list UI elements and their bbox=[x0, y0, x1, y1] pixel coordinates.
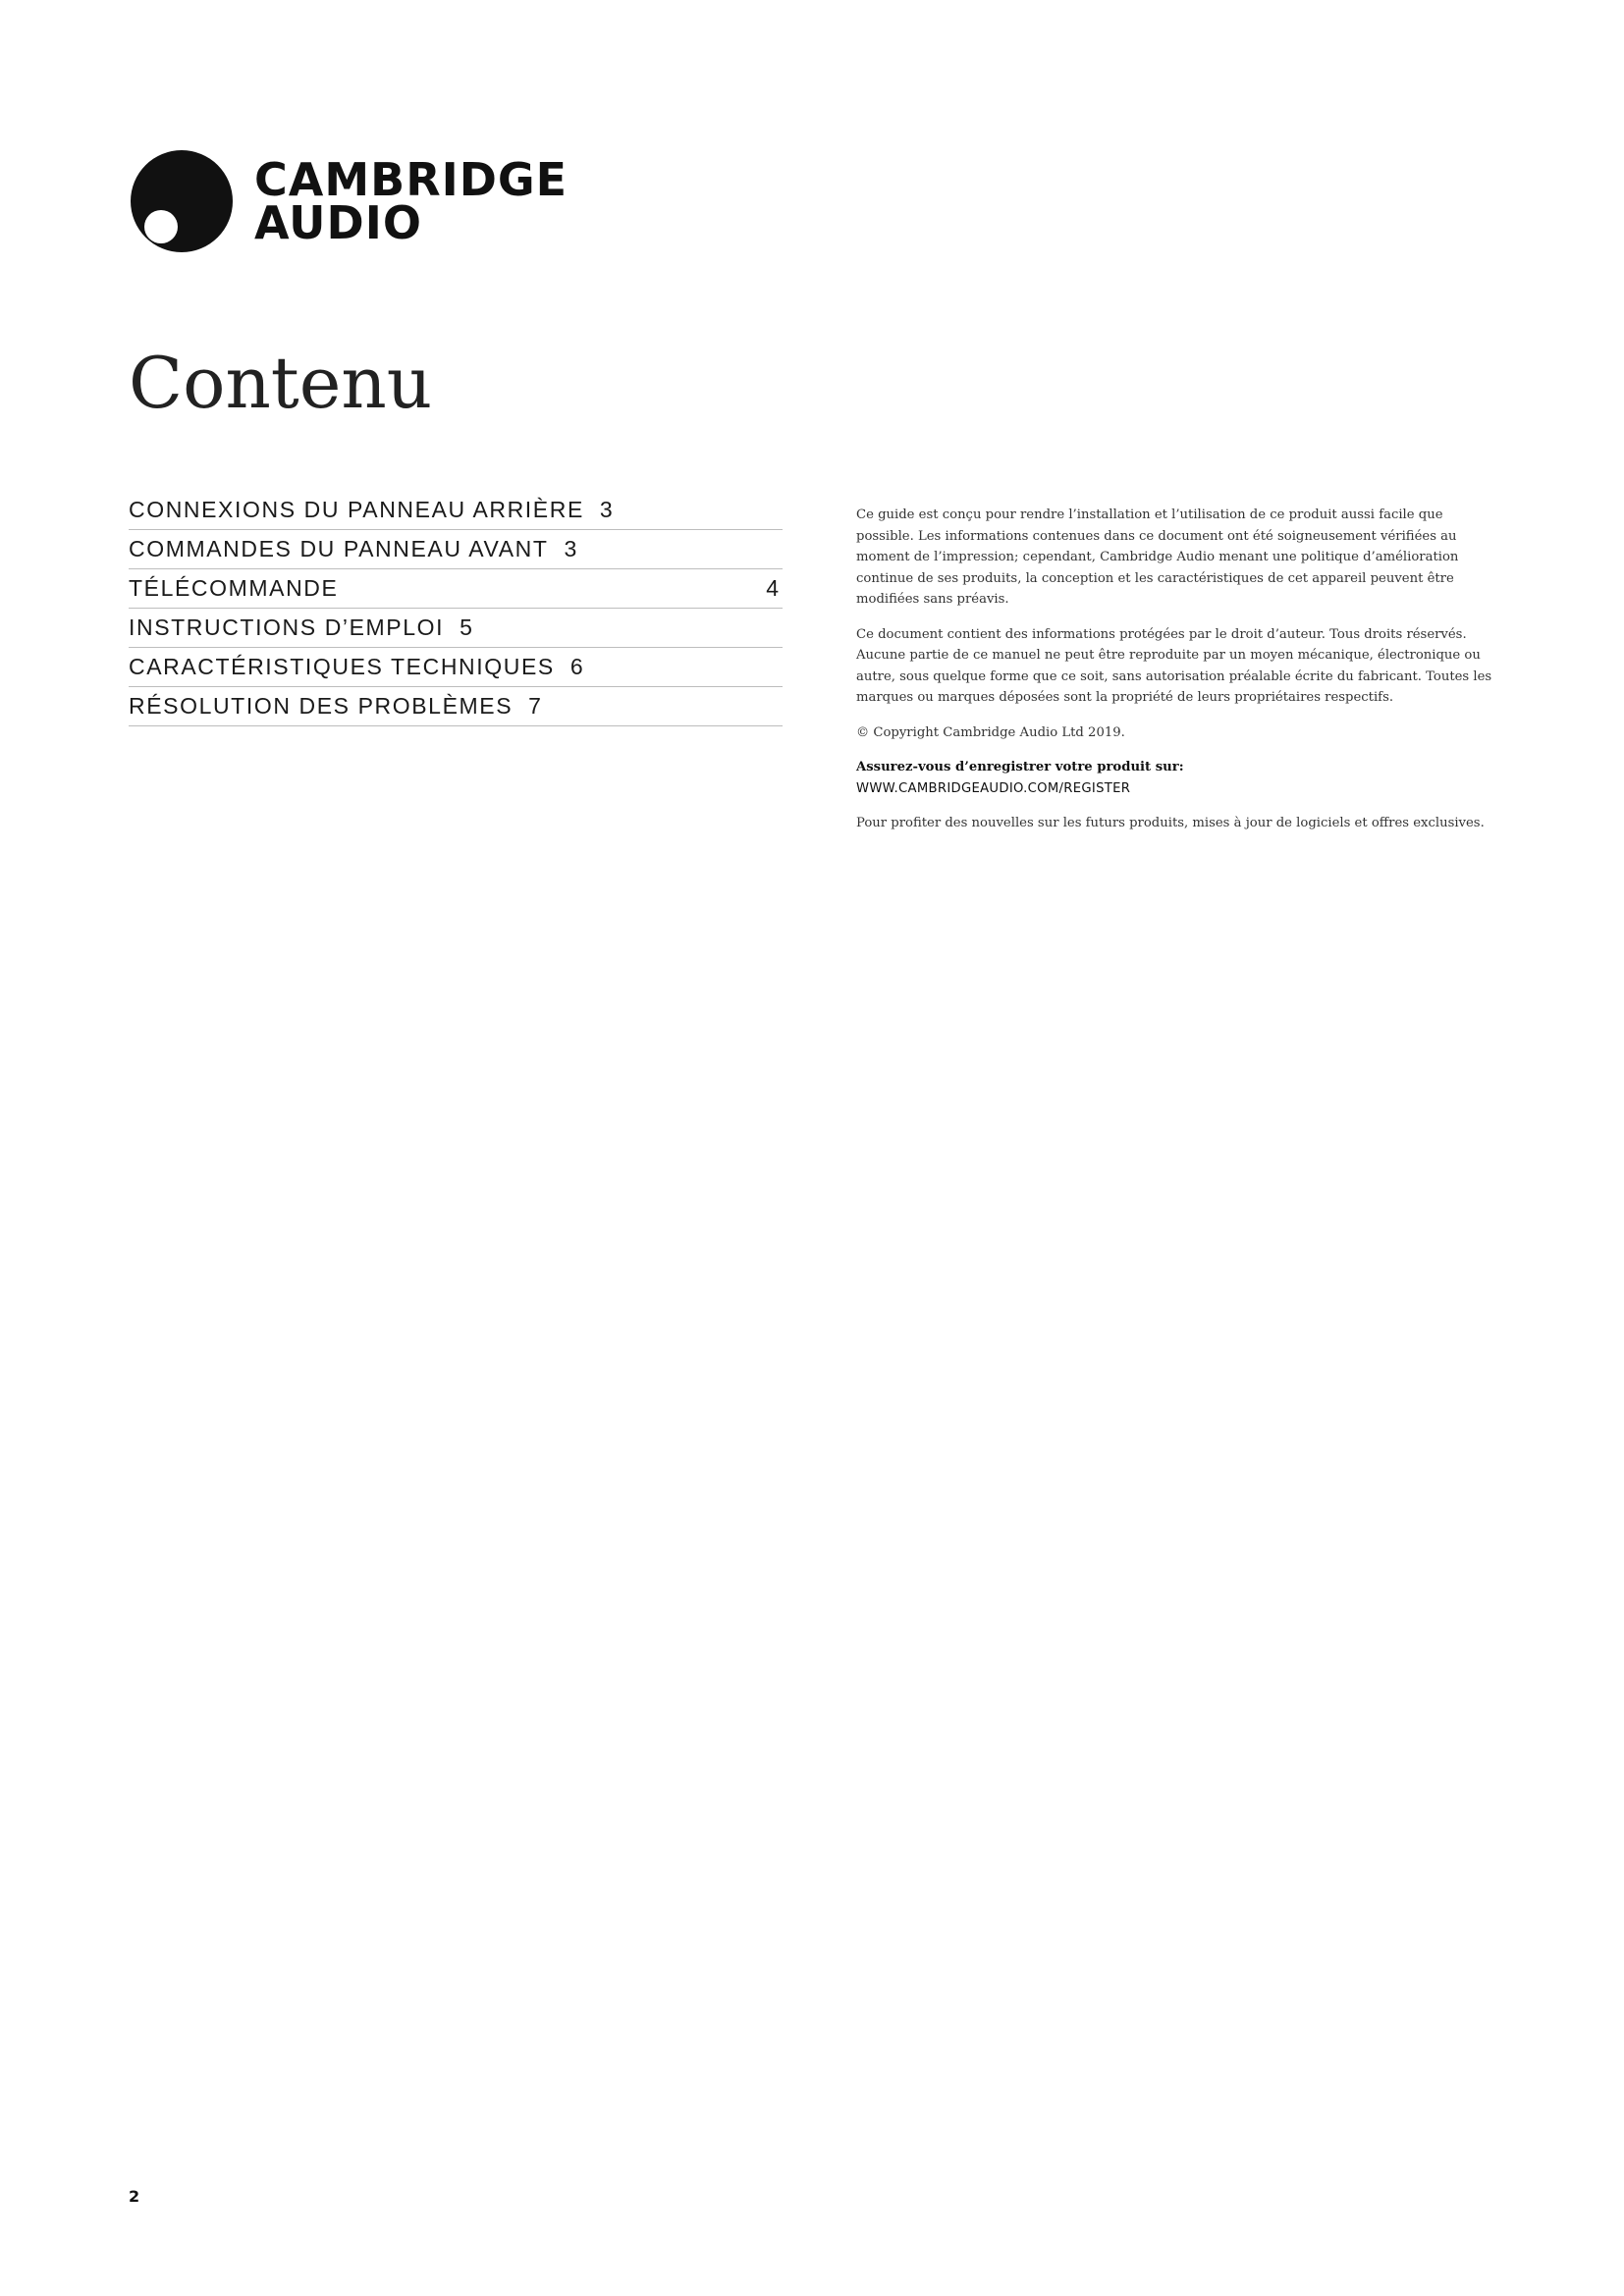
toc-label: CONNEXIONS DU PANNEAU ARRIÈRE bbox=[129, 497, 584, 522]
toc-page-number: 4 bbox=[766, 575, 779, 601]
toc-page-number: 6 bbox=[569, 654, 583, 679]
toc-row-rear-panel[interactable] bbox=[129, 491, 783, 530]
legal-notice bbox=[856, 505, 1504, 848]
toc-label: TÉLÉCOMMANDE bbox=[129, 575, 339, 601]
toc-page-number: 3 bbox=[564, 536, 577, 561]
toc-row-remote[interactable] bbox=[129, 569, 783, 609]
brand-line-2: AUDIO bbox=[254, 196, 422, 249]
toc-row-front-panel[interactable] bbox=[129, 530, 783, 569]
brand-wordmark bbox=[254, 153, 568, 249]
copyright-paragraph: Ce document contient des informations protégées par le droit d’auteur. Tous droits réservés. Aucune partie de ce manuel ne peut être reproduite par un moyen mécanique, électronique ou autre, sous quelque forme que ce soit, sans autorisation préalable écrite du fabricant. Toutes les marques ou marques déposées sont la propriété de leurs propriétaires respectifs. bbox=[856, 626, 1492, 705]
register-link[interactable]: WWW.CAMBRIDGEAUDIO.COM/REGISTER bbox=[856, 780, 1131, 796]
register-prompt: Assurez-vous d’enregistrer votre produit sur: bbox=[856, 760, 1184, 774]
brand-logo bbox=[131, 147, 568, 255]
toc-page-number: 3 bbox=[599, 497, 613, 522]
toc-row-instructions[interactable] bbox=[129, 609, 783, 648]
benefits-paragraph: Pour profiter des nouvelles sur les futurs produits, mises à jour de logiciels et offres exclusives. bbox=[856, 816, 1485, 830]
page-title: Contenu bbox=[129, 342, 433, 424]
toc-row-specifications[interactable] bbox=[129, 648, 783, 687]
register-block bbox=[856, 757, 1504, 799]
toc-label: CARACTÉRISTIQUES TECHNIQUES bbox=[129, 654, 555, 679]
toc-label: RÉSOLUTION DES PROBLÈMES bbox=[129, 693, 514, 719]
page-number: 2 bbox=[129, 2187, 140, 2206]
cambridge-audio-logo-icon bbox=[131, 150, 233, 252]
brand-line-1: CAMBRIDGE bbox=[254, 153, 568, 206]
guide-intro-paragraph: Ce guide est conçu pour rendre l’installation et l’utilisation de ce produit aussi facile que possible. Les informations contenues dans ce document ont été soigneusement vérifiées au moment de l’impression; cependant, Cambridge Audio menant une politique d’amélioration continue de ses produits, la conception et les caractéristiques de cet appareil peuvent être modifiées sans préavis. bbox=[856, 507, 1459, 607]
toc-label: COMMANDES DU PANNEAU AVANT bbox=[129, 536, 549, 561]
table-of-contents bbox=[129, 491, 783, 726]
toc-page-number: 5 bbox=[460, 614, 472, 640]
copyright-line: © Copyright Cambridge Audio Ltd 2019. bbox=[856, 724, 1125, 740]
toc-label: INSTRUCTIONS D’EMPLOI bbox=[129, 614, 445, 640]
toc-page-number: 7 bbox=[528, 693, 541, 719]
toc-row-troubleshooting[interactable] bbox=[129, 687, 783, 726]
